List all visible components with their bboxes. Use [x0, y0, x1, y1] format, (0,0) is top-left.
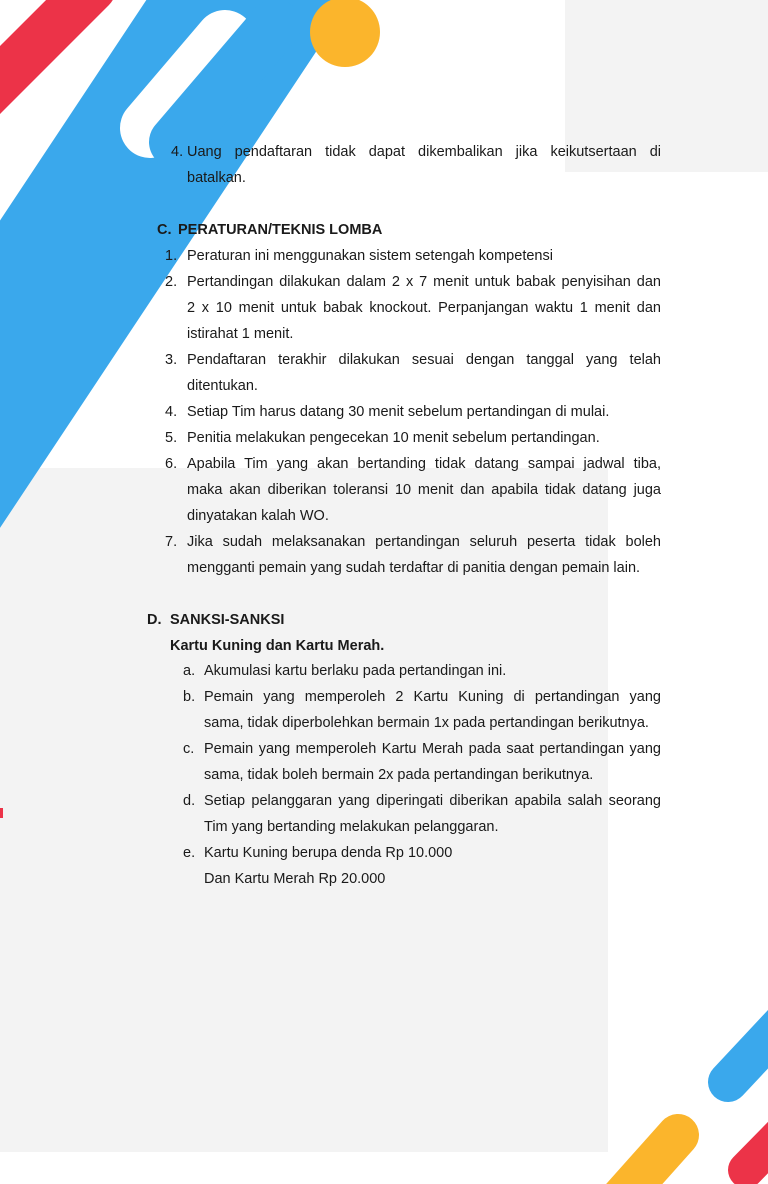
c-item-5-number: 5.: [165, 430, 178, 446]
d-item-e-line-1: Kartu Kuning berupa denda Rp 10.000: [204, 845, 453, 861]
c-item-2-number: 2.: [165, 274, 178, 290]
yellow-circle: [310, 0, 380, 67]
c-item-4-number: 4.: [165, 404, 178, 420]
section-d-title: SANKSI-SANKSI: [170, 612, 285, 628]
top-item-4-line-1: Uang pendaftaran tidak dapat dikembalikan jika keikutsertaan di: [187, 144, 661, 160]
c-item-1-line-1: Peraturan ini menggunakan sistem setengah kompetensi: [187, 248, 553, 264]
d-item-d-line-2: Tim yang bertanding melakukan pelanggaran.: [204, 819, 499, 835]
d-item-d-letter: d.: [183, 793, 196, 809]
section-d-subtitle: Kartu Kuning dan Kartu Merah.: [170, 638, 385, 654]
d-item-a-line-1: Akumulasi kartu berlaku pada pertandingan ini.: [204, 663, 507, 679]
yellow-stripe-bottom: [620, 1135, 678, 1184]
c-item-7-number: 7.: [165, 534, 178, 550]
top-item-4-line-2: batalkan.: [187, 170, 246, 186]
red-stripe-bottom-right: [746, 1115, 768, 1170]
c-item-3-number: 3.: [165, 352, 178, 368]
d-item-c-line-2: sama, tidak boleh bermain 2x pada pertandingan berikutnya.: [204, 767, 594, 783]
red-stripe-top-left: [0, 0, 92, 120]
c-item-4-line-1: Setiap Tim harus datang 30 menit sebelum pertandingan di mulai.: [187, 404, 610, 420]
c-item-2-line-3: istirahat 1 menit.: [187, 326, 294, 342]
d-item-e-line-2: Dan Kartu Merah Rp 20.000: [204, 871, 386, 887]
section-c-title: PERATURAN/TEKNIS LOMBA: [178, 222, 383, 238]
c-item-3-line-2: ditentukan.: [187, 378, 258, 394]
c-item-5-line-1: Penitia melakukan pengecekan 10 menit sebelum pertandingan.: [187, 430, 600, 446]
d-item-b-line-1: Pemain yang memperoleh 2 Kartu Kuning di pertandingan yang: [204, 689, 661, 705]
d-item-d-line-1: Setiap pelanggaran yang diperingati diberikan apabila salah seorang: [204, 793, 661, 809]
d-item-b-line-2: sama, tidak diperbolehkan bermain 1x pada pertandingan berikutnya.: [204, 715, 649, 731]
section-c-letter: C.: [157, 222, 172, 238]
c-item-6-line-1: Apabila Tim yang akan bertanding tidak datang sampai jadwal tiba,: [187, 456, 661, 472]
c-item-6-line-2: maka akan diberikan toleransi 10 menit dan apabila tidak datang juga: [187, 482, 661, 498]
d-item-c-letter: c.: [183, 741, 195, 757]
section-d-letter: D.: [147, 612, 162, 628]
c-item-7-line-1: Jika sudah melaksanakan pertandingan seluruh peserta tidak boleh: [187, 534, 661, 550]
c-item-2-line-2: 2 x 10 menit untuk babak knockout. Perpanjangan waktu 1 menit dan: [187, 300, 661, 316]
top-item-4-number: 4.: [171, 144, 184, 160]
d-item-b-letter: b.: [183, 689, 196, 705]
c-item-3-line-1: Pendaftaran terakhir dilakukan sesuai dengan tanggal yang telah: [187, 352, 661, 368]
c-item-7-line-2: mengganti pemain yang sudah terdaftar di panitia dengan pemain lain.: [187, 560, 641, 576]
blue-stripe-bottom-right: [728, 1005, 768, 1082]
d-item-a-letter: a.: [183, 663, 196, 679]
c-item-6-line-3: dinyatakan kalah WO.: [187, 508, 329, 524]
c-item-6-number: 6.: [165, 456, 178, 472]
c-item-2-line-1: Pertandingan dilakukan dalam 2 x 7 menit untuk babak penyisihan dan: [187, 274, 661, 290]
d-item-c-line-1: Pemain yang memperoleh Kartu Merah pada saat pertandingan yang: [204, 741, 661, 757]
red-mark-left: [0, 808, 3, 818]
d-item-e-letter: e.: [183, 845, 196, 861]
c-item-1-number: 1.: [165, 248, 178, 264]
